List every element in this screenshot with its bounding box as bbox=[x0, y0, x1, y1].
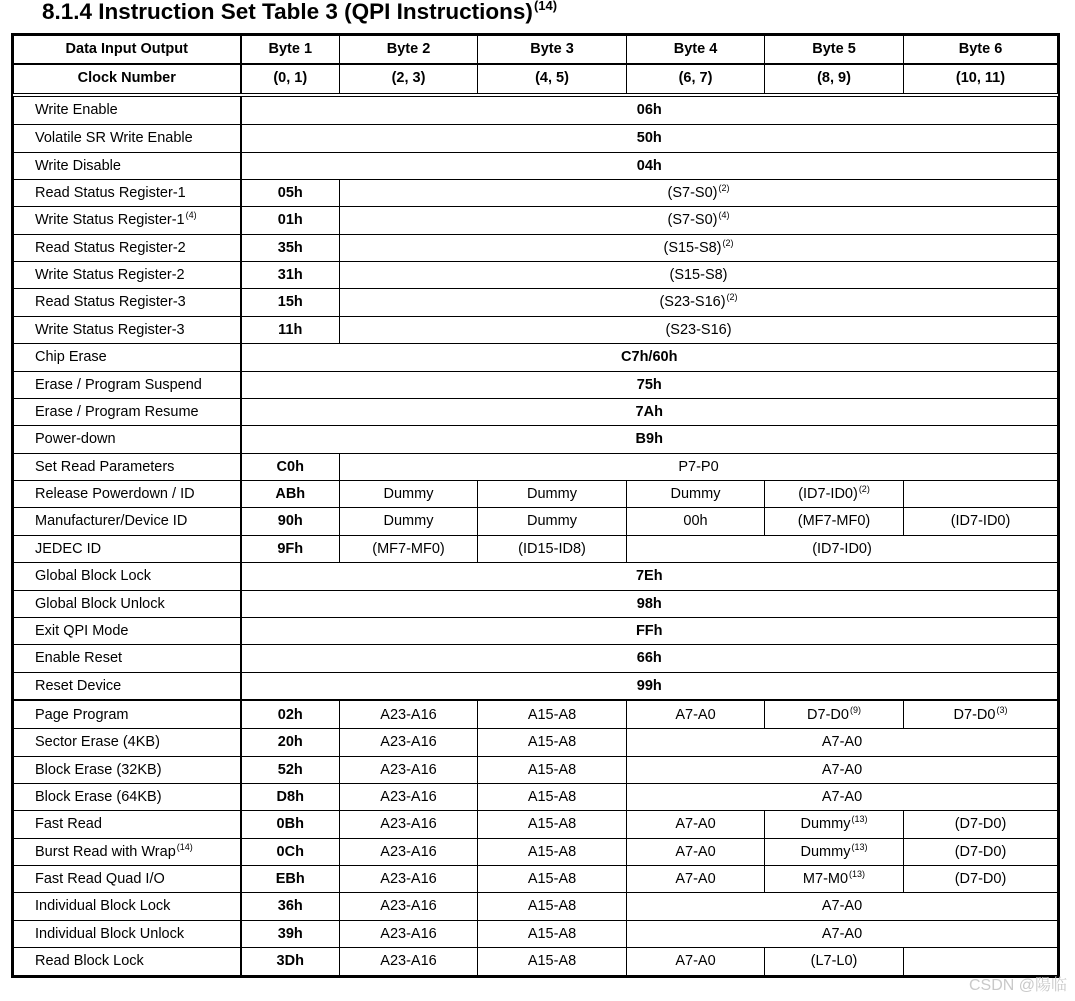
byte-cell: A15-A8 bbox=[478, 811, 627, 838]
instruction-name: Block Erase (64KB) bbox=[14, 783, 241, 810]
table-row bbox=[14, 811, 1058, 838]
opcode-cell: 20h bbox=[241, 729, 340, 756]
opcode-cell: 39h bbox=[241, 920, 340, 947]
byte-cell: (D7-D0) bbox=[904, 838, 1058, 865]
opcode-cell: FFh bbox=[241, 617, 1058, 644]
byte-cell: A23-A16 bbox=[340, 893, 478, 920]
byte-cell: A23-A16 bbox=[340, 756, 478, 783]
byte-cell: 00h bbox=[627, 508, 765, 535]
instruction-name: Reset Device bbox=[14, 672, 241, 700]
byte-cell: A23-A16 bbox=[340, 729, 478, 756]
opcode-cell: 66h bbox=[241, 645, 1058, 672]
footnote-ref: (13) bbox=[851, 841, 868, 852]
header-cell: (8, 9) bbox=[765, 64, 904, 95]
byte-cell: (D7-D0) bbox=[904, 811, 1058, 838]
instruction-name: Sector Erase (4KB) bbox=[14, 729, 241, 756]
header-cell: (0, 1) bbox=[241, 64, 340, 95]
byte-cell: M7-M0$^{(13)}$ bbox=[765, 866, 904, 893]
byte-cell: (D7-D0) bbox=[904, 866, 1058, 893]
header-cell: Data Input Output bbox=[14, 36, 241, 64]
instruction-name: Write Status Register-2 bbox=[14, 262, 241, 289]
instruction-name: Write Status Register-1$^{(4)}$ bbox=[14, 207, 241, 234]
byte-cell: A15-A8 bbox=[478, 838, 627, 865]
opcode-cell: 02h bbox=[241, 700, 340, 728]
footnote-ref: (2) bbox=[726, 292, 738, 303]
instruction-name: Block Erase (32KB) bbox=[14, 756, 241, 783]
byte-cell: Dummy$^{(13)}$ bbox=[765, 838, 904, 865]
header-cell: Byte 6 bbox=[904, 36, 1058, 64]
table-row bbox=[14, 95, 1058, 125]
byte-cell: (ID7-ID0) bbox=[904, 508, 1058, 535]
instruction-name: Manufacturer/Device ID bbox=[14, 508, 241, 535]
table-row bbox=[14, 563, 1058, 590]
byte-cell: A15-A8 bbox=[478, 866, 627, 893]
instruction-table bbox=[11, 33, 1060, 978]
opcode-cell: 9Fh bbox=[241, 535, 340, 562]
instruction-name: Fast Read Quad I/O bbox=[14, 866, 241, 893]
table-row bbox=[14, 316, 1058, 343]
footnote-ref: (4) bbox=[185, 210, 197, 221]
opcode-cell: 50h bbox=[241, 125, 1058, 152]
table-row bbox=[14, 756, 1058, 783]
byte-cell: Dummy bbox=[340, 508, 478, 535]
footnote-ref: (14) bbox=[176, 841, 193, 852]
opcode-cell: 90h bbox=[241, 508, 340, 535]
opcode-cell: 0Ch bbox=[241, 838, 340, 865]
byte-cell: A7-A0 bbox=[627, 783, 1058, 810]
table-row bbox=[14, 672, 1058, 700]
table-row bbox=[14, 234, 1058, 261]
byte-cell: A15-A8 bbox=[478, 920, 627, 947]
table-row bbox=[14, 262, 1058, 289]
table-row bbox=[14, 179, 1058, 206]
footnote-ref: (2) bbox=[718, 182, 730, 193]
opcode-cell: 7Eh bbox=[241, 563, 1058, 590]
instruction-name: Enable Reset bbox=[14, 645, 241, 672]
watermark: CSDN @陽临 bbox=[968, 977, 1067, 994]
footnote-ref: (3) bbox=[996, 704, 1008, 715]
opcode-cell: ABh bbox=[241, 481, 340, 508]
byte-cell: Dummy bbox=[478, 508, 627, 535]
byte-cell: A7-A0 bbox=[627, 756, 1058, 783]
byte-cell: A15-A8 bbox=[478, 783, 627, 810]
instruction-name: Read Status Register-3 bbox=[14, 289, 241, 316]
byte-cell: A15-A8 bbox=[478, 948, 627, 976]
table-row bbox=[14, 617, 1058, 644]
table-row bbox=[14, 125, 1058, 152]
opcode-cell: C0h bbox=[241, 453, 340, 480]
instruction-name: Read Status Register-1 bbox=[14, 179, 241, 206]
header-cell: Byte 5 bbox=[765, 36, 904, 64]
byte-cell: A7-A0 bbox=[627, 893, 1058, 920]
instruction-name: Read Block Lock bbox=[14, 948, 241, 976]
instruction-name: Write Disable bbox=[14, 152, 241, 179]
opcode-cell: 11h bbox=[241, 316, 340, 343]
byte-cell: D7-D0$^{(9)}$ bbox=[765, 700, 904, 728]
byte-cell: $(S7-S0)^{(4)}$ bbox=[340, 207, 1058, 234]
opcode-cell: B9h bbox=[241, 426, 1058, 453]
byte-cell: $(S7-S0)^{(2)}$ bbox=[340, 179, 1058, 206]
byte-cell: (S23-S16) bbox=[340, 316, 1058, 343]
opcode-cell: 3Dh bbox=[241, 948, 340, 976]
byte-cell: A7-A0 bbox=[627, 838, 765, 865]
table-row bbox=[14, 481, 1058, 508]
instruction-name: Exit QPI Mode bbox=[14, 617, 241, 644]
header-cell: Byte 2 bbox=[340, 36, 478, 64]
byte-cell: A7-A0 bbox=[627, 920, 1058, 947]
table-row bbox=[14, 289, 1058, 316]
opcode-cell: 36h bbox=[241, 893, 340, 920]
instruction-name: JEDEC ID bbox=[14, 535, 241, 562]
byte-cell: $(S15-S8)^{(2)}$ bbox=[340, 234, 1058, 261]
instruction-name: Set Read Parameters bbox=[14, 453, 241, 480]
table-row bbox=[14, 893, 1058, 920]
table-row bbox=[14, 920, 1058, 947]
table-row bbox=[14, 948, 1058, 976]
footnote-ref: (13) bbox=[851, 814, 868, 825]
opcode-cell: 75h bbox=[241, 371, 1058, 398]
opcode-cell: 52h bbox=[241, 756, 340, 783]
opcode-cell: 98h bbox=[241, 590, 1058, 617]
opcode-cell: 99h bbox=[241, 672, 1058, 700]
table-row bbox=[14, 426, 1058, 453]
byte-cell: P7-P0 bbox=[340, 453, 1058, 480]
footnote-ref: (9) bbox=[849, 704, 861, 715]
header-row bbox=[14, 36, 1058, 64]
header-cell: (4, 5) bbox=[478, 64, 627, 95]
instruction-name: Global Block Unlock bbox=[14, 590, 241, 617]
table-row bbox=[14, 645, 1058, 672]
instruction-name: Global Block Lock bbox=[14, 563, 241, 590]
byte-cell bbox=[904, 481, 1058, 508]
header-cell: (2, 3) bbox=[340, 64, 478, 95]
instruction-name: Erase / Program Suspend bbox=[14, 371, 241, 398]
header-cell: Byte 4 bbox=[627, 36, 765, 64]
table-row bbox=[14, 866, 1058, 893]
table-row bbox=[14, 398, 1058, 425]
header-cell: (6, 7) bbox=[627, 64, 765, 95]
byte-cell: A23-A16 bbox=[340, 783, 478, 810]
byte-cell: A23-A16 bbox=[340, 811, 478, 838]
table-row bbox=[14, 508, 1058, 535]
instruction-name: Power-down bbox=[14, 426, 241, 453]
opcode-cell: 31h bbox=[241, 262, 340, 289]
opcode-cell: C7h/60h bbox=[241, 344, 1058, 371]
instruction-name: Erase / Program Resume bbox=[14, 398, 241, 425]
header-cell: (10, 11) bbox=[904, 64, 1058, 95]
header-cell: Byte 1 bbox=[241, 36, 340, 64]
byte-cell: (MF7-MF0) bbox=[765, 508, 904, 535]
byte-cell: (L7-L0) bbox=[765, 948, 904, 976]
page-title: 8.1.4 Instruction Set Table 3 (QPI Instructions)$^{(14)}$ bbox=[42, 0, 558, 24]
instruction-name: Page Program bbox=[14, 700, 241, 728]
byte-cell: A15-A8 bbox=[478, 729, 627, 756]
instruction-name: Write Status Register-3 bbox=[14, 316, 241, 343]
footnote-ref: (13) bbox=[849, 869, 866, 880]
byte-cell: A15-A8 bbox=[478, 700, 627, 728]
byte-cell: A15-A8 bbox=[478, 756, 627, 783]
opcode-cell: 35h bbox=[241, 234, 340, 261]
byte-cell: A23-A16 bbox=[340, 948, 478, 976]
table-row bbox=[14, 207, 1058, 234]
byte-cell: A7-A0 bbox=[627, 700, 765, 728]
byte-cell: Dummy$^{(13)}$ bbox=[765, 811, 904, 838]
opcode-cell: 7Ah bbox=[241, 398, 1058, 425]
instruction-name: Release Powerdown / ID bbox=[14, 481, 241, 508]
opcode-cell: 04h bbox=[241, 152, 1058, 179]
table-row bbox=[14, 838, 1058, 865]
clock-number-row bbox=[14, 64, 1058, 95]
table-row bbox=[14, 453, 1058, 480]
table-row bbox=[14, 344, 1058, 371]
instruction-name: Fast Read bbox=[14, 811, 241, 838]
byte-cell: Dummy bbox=[340, 481, 478, 508]
instruction-name: Write Enable bbox=[14, 95, 241, 125]
byte-cell: A7-A0 bbox=[627, 948, 765, 976]
instruction-name: Individual Block Unlock bbox=[14, 920, 241, 947]
byte-cell: $(ID7-ID0)^{(2)}$ bbox=[765, 481, 904, 508]
opcode-cell: D8h bbox=[241, 783, 340, 810]
table-row bbox=[14, 729, 1058, 756]
opcode-cell: 05h bbox=[241, 179, 340, 206]
table-row bbox=[14, 700, 1058, 728]
table-row bbox=[14, 783, 1058, 810]
byte-cell: A23-A16 bbox=[340, 920, 478, 947]
table-row bbox=[14, 371, 1058, 398]
opcode-cell: EBh bbox=[241, 866, 340, 893]
instruction-name: Volatile SR Write Enable bbox=[14, 125, 241, 152]
byte-cell: Dummy bbox=[478, 481, 627, 508]
byte-cell: A7-A0 bbox=[627, 811, 765, 838]
table-row bbox=[14, 535, 1058, 562]
instruction-name: Chip Erase bbox=[14, 344, 241, 371]
opcode-cell: 06h bbox=[241, 95, 1058, 125]
byte-cell: (ID15-ID8) bbox=[478, 535, 627, 562]
header-cell: Clock Number bbox=[14, 64, 241, 95]
instruction-name: Read Status Register-2 bbox=[14, 234, 241, 261]
footnote-ref: (2) bbox=[858, 484, 870, 495]
byte-cell: (ID7-ID0) bbox=[627, 535, 1058, 562]
instruction-name: Individual Block Lock bbox=[14, 893, 241, 920]
title-footnote: (14) bbox=[533, 0, 558, 13]
byte-cell: (S15-S8) bbox=[340, 262, 1058, 289]
byte-cell: A23-A16 bbox=[340, 838, 478, 865]
byte-cell: A7-A0 bbox=[627, 729, 1058, 756]
byte-cell: D7-D0$^{(3)}$ bbox=[904, 700, 1058, 728]
byte-cell: A23-A16 bbox=[340, 866, 478, 893]
byte-cell: A7-A0 bbox=[627, 866, 765, 893]
opcode-cell: 15h bbox=[241, 289, 340, 316]
instruction-name: Burst Read with Wrap$^{(14)}$ bbox=[14, 838, 241, 865]
footnote-ref: (4) bbox=[718, 210, 730, 221]
byte-cell: Dummy bbox=[627, 481, 765, 508]
byte-cell: A15-A8 bbox=[478, 893, 627, 920]
footnote-ref: (2) bbox=[722, 237, 734, 248]
byte-cell: A23-A16 bbox=[340, 700, 478, 728]
opcode-cell: 01h bbox=[241, 207, 340, 234]
table-row bbox=[14, 590, 1058, 617]
byte-cell: $(S23-S16)^{(2)}$ bbox=[340, 289, 1058, 316]
table-row bbox=[14, 152, 1058, 179]
byte-cell: (MF7-MF0) bbox=[340, 535, 478, 562]
header-cell: Byte 3 bbox=[478, 36, 627, 64]
opcode-cell: 0Bh bbox=[241, 811, 340, 838]
